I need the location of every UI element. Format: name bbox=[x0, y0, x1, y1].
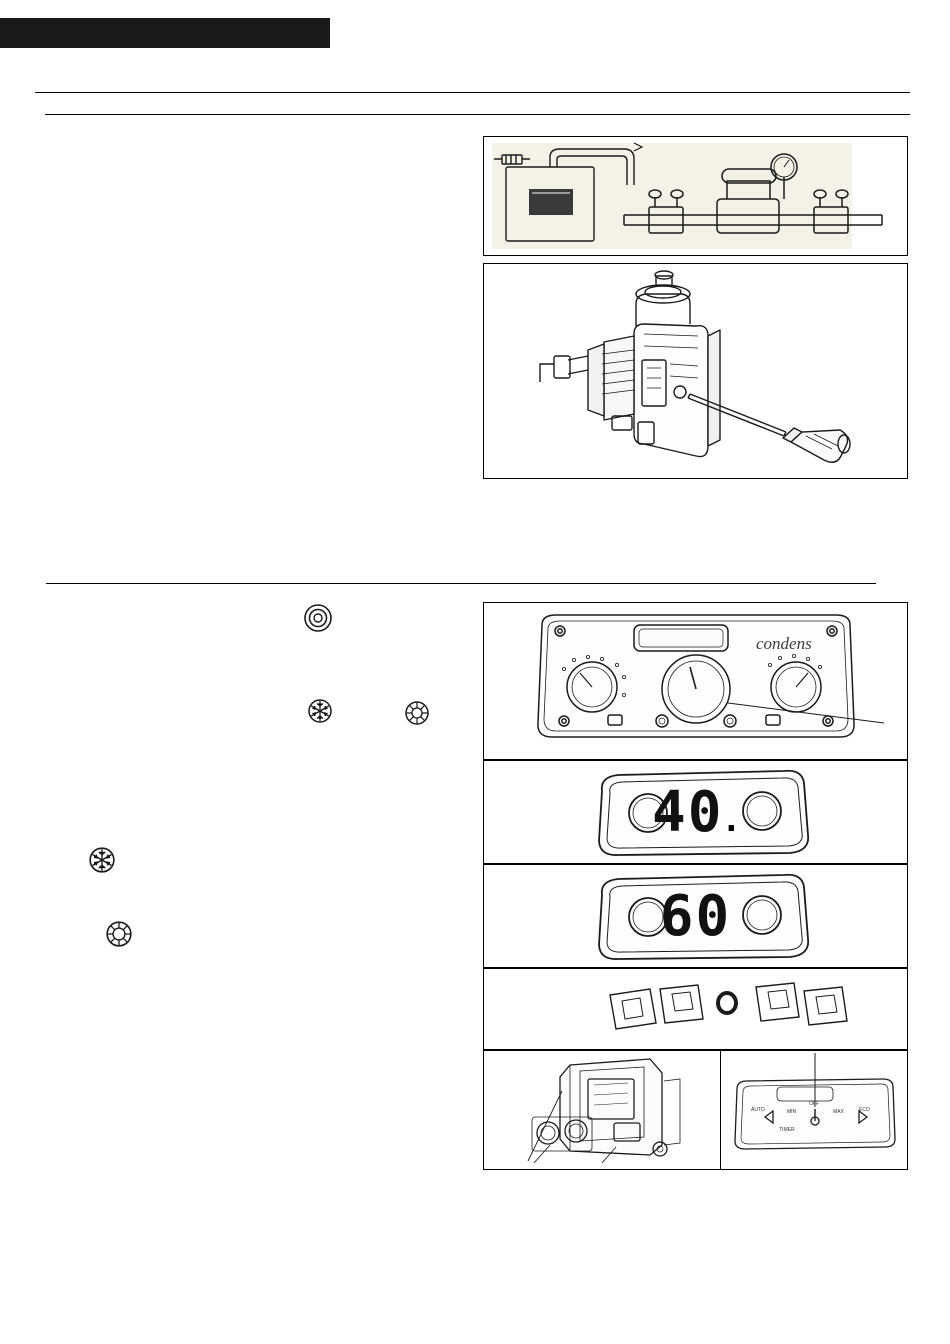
brand-word: condens bbox=[756, 634, 812, 653]
knob-label-min: MIN bbox=[787, 1109, 797, 1115]
rule-section-divider bbox=[46, 583, 876, 584]
figure-symbols-row bbox=[483, 968, 908, 1050]
figure-display-40 bbox=[483, 760, 908, 864]
display-value-40: 40 bbox=[652, 779, 724, 845]
display-decimal-point: . bbox=[723, 780, 739, 843]
ring-icon bbox=[303, 603, 333, 633]
display-value-wrap bbox=[484, 761, 907, 863]
figure-gas-valve-adjustment bbox=[483, 263, 908, 479]
rule-top-1 bbox=[35, 92, 910, 93]
header-bar bbox=[0, 18, 330, 48]
display-value-60: 60 bbox=[659, 883, 732, 949]
figure-bottom-details bbox=[483, 1050, 908, 1170]
snowflake-icon bbox=[88, 846, 116, 874]
gear-icon bbox=[404, 700, 430, 726]
figure-gas-train-schematic bbox=[483, 136, 908, 256]
rule-top-2 bbox=[45, 114, 910, 115]
figure-control-panel bbox=[483, 602, 908, 760]
knob-label-auto: AUTO bbox=[751, 1107, 765, 1113]
knob-label-off: OFF bbox=[809, 1101, 819, 1107]
display-value-wrap bbox=[484, 865, 907, 967]
snowflake-icon bbox=[307, 698, 333, 724]
figure-display-60 bbox=[483, 864, 908, 968]
knob-label-timer: TIMER bbox=[779, 1127, 795, 1133]
gear-icon bbox=[105, 920, 133, 948]
knob-label-eco: ECO bbox=[859, 1107, 870, 1113]
header-bar-label bbox=[0, 18, 330, 19]
knob-label-max: MAX bbox=[833, 1109, 844, 1115]
